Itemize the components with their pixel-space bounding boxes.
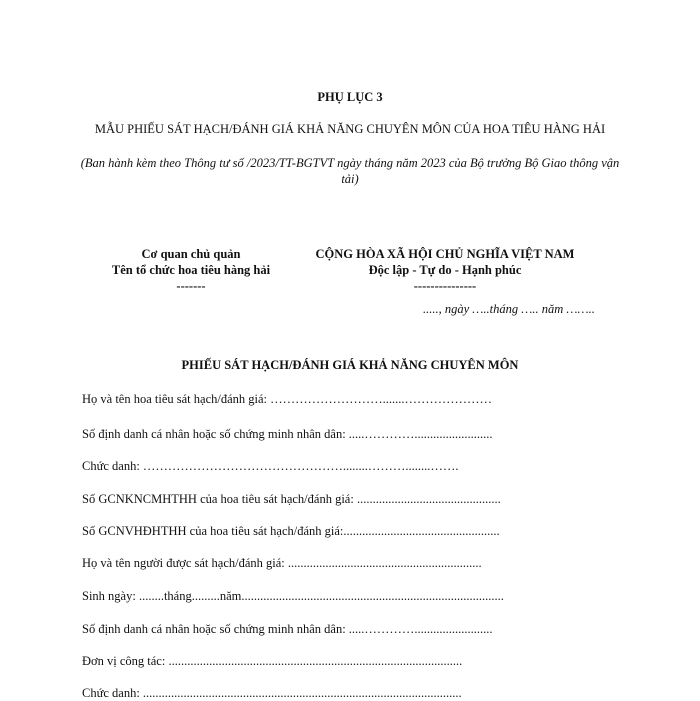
field-assessor-id: Số định danh cá nhân hoặc số chứng minh nhân dân: .....…………......................... (82, 427, 493, 441)
motto: Độc lập - Tự do - Hạnh phúc (368, 263, 522, 277)
agency-rule: ------- (176, 279, 206, 293)
field-assessor-title: Chức danh: …………………………………………........………........……. (82, 459, 459, 473)
date-line: ....., ngày …..tháng ….. năm …….. (423, 302, 595, 316)
field-candidate-workplace: Đơn vị công tác: .............................................................................................. (82, 654, 463, 668)
field-assessor-operation-cert: Số GCNVHĐHTHH của hoa tiêu sát hạch/đánh giá:.................................................. (82, 524, 500, 538)
national-header (294, 246, 596, 294)
motto-rule: --------------- (413, 279, 477, 293)
country-name: CỘNG HÒA XÃ HỘI CHỦ NGHĨA VIỆT NAM (315, 247, 575, 261)
field-candidate-name: Họ và tên người được sát hạch/đánh giá: .............................................................. (82, 556, 482, 570)
agency-block (100, 246, 282, 294)
issuance-note: (Ban hành kèm theo Thông tư số /2023/TT-BGTVT ngày tháng năm 2023 của Bộ trưởng Bộ Giao thông vận tải) (80, 156, 620, 186)
field-assessor-name: Họ và tên hoa tiêu sát hạch/đánh giá: ……………………….......………………… (82, 392, 493, 406)
form-name: MẪU PHIẾU SÁT HẠCH/ĐÁNH GIÁ KHẢ NĂNG CHUYÊN MÔN CỦA HOA TIÊU HÀNG HẢI (94, 122, 606, 136)
field-candidate-id: Số định danh cá nhân hoặc số chứng minh nhân dân: .....…………......................... (82, 622, 493, 636)
field-candidate-birthdate: Sinh ngày: ........tháng.........năm.................................................................................... (82, 589, 504, 603)
field-assessor-competence-cert: Số GCNKNCMHTHH của hoa tiêu sát hạch/đánh giá: .............................................. (82, 492, 501, 506)
document-title: PHIẾU SÁT HẠCH/ĐÁNH GIÁ KHẢ NĂNG CHUYÊN MÔN (181, 358, 519, 372)
organization-name: Tên tổ chức hoa tiêu hàng hải (111, 263, 271, 277)
appendix-title: PHỤ LỤC 3 (317, 90, 383, 104)
field-candidate-title: Chức danh: ...................................................................................................... (82, 686, 462, 700)
parent-agency: Cơ quan chủ quản (141, 247, 241, 261)
